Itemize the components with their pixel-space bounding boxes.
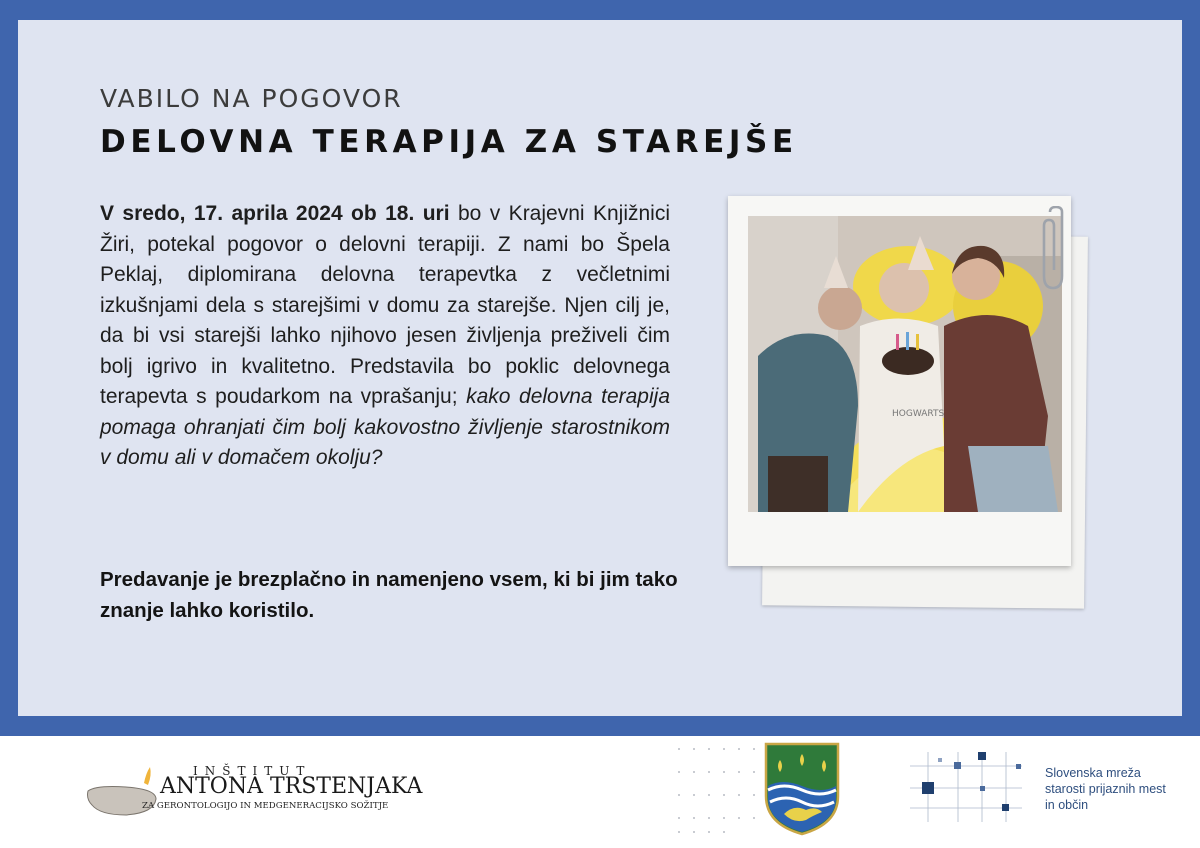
shirt-print: HOGWARTS	[892, 409, 945, 419]
invitation-title: DELOVNA TERAPIJA ZA STAREJŠE	[100, 124, 798, 160]
event-photo	[748, 216, 1062, 512]
description-question: kako delovna terapija pomaga ohranjati čim bolj kakovostno življenje starostnikom v domu ali v domačem okolju?	[100, 385, 670, 469]
municipality-crest-icon	[762, 740, 842, 836]
institute-subtitle: ZA GERONTOLOGIJO IN MEDGENERACIJSKO SOŽITJE	[142, 801, 389, 811]
invitation-kicker: VABILO NA POGOVOR	[100, 84, 403, 113]
institute-label: INŠTITUT	[193, 764, 312, 778]
dot-pattern-decoration	[674, 744, 764, 836]
network-logo-icon	[910, 752, 1022, 822]
event-date: V sredo, 17. aprila 2024 ob 18. uri	[100, 202, 450, 225]
network-name: Slovenska mreža starosti prijaznih mest in občin	[1045, 766, 1166, 812]
paperclip-icon	[1038, 206, 1070, 296]
description-text: bo v Krajevni Knjižnici Žiri, potekal pogovor o delovni terapiji. Z nami bo Špela Peklaj, diplomirana delovna terapevtka z večletnimi izkušnjami dela s starejšimi v domu za starejše. Njen cilj je, da bi vsi starejši lahko njihovo jesen življenja preživeli čim bolj igrivo in kvalitetno. Predstavila bo poklic delovnega terapevta s poudarkom na vprašanju;	[100, 202, 670, 408]
institute-name: ANTONA TRSTENJAKA	[160, 774, 423, 799]
closing-note: Predavanje je brezplačno in namenjeno vsem, ki bi jim tako znanje lahko koristilo.	[100, 568, 678, 622]
event-description	[100, 199, 670, 474]
